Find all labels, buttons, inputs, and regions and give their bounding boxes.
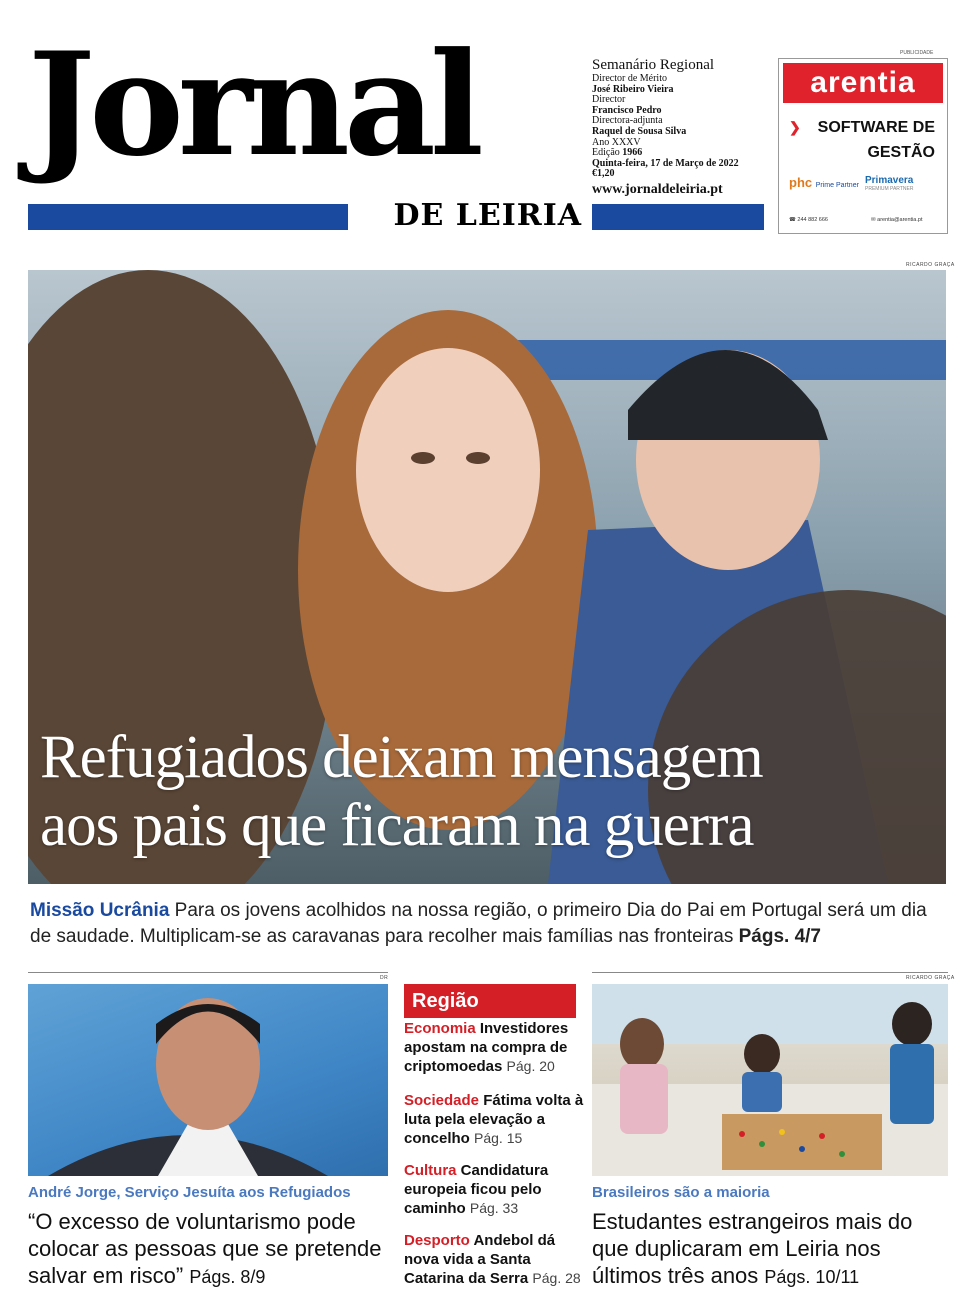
brief-section: Sociedade — [404, 1092, 480, 1109]
hero-headline-line-2: aos pais que ficaram na guerra — [40, 792, 754, 859]
chevron-right-icon: ❯ — [789, 119, 801, 135]
classroom-illustration — [592, 984, 948, 1176]
brief-headline: Candidatura europeia ficou pelo caminho — [404, 1162, 549, 1217]
left-story-pages: Págs. 8/9 — [189, 1267, 266, 1287]
lead-pages: Págs. 4/7 — [738, 926, 821, 947]
left-photo-credit: DR — [380, 975, 389, 981]
brief-headline: Investidores apostam na compra de criptomoedas — [404, 1020, 569, 1075]
right-story-pages: Págs. 10/11 — [764, 1267, 860, 1287]
right-story-headline-text: Estudantes estrangeiros mais do que duplicaram em Leiria nos últimos três anos — [592, 1209, 913, 1288]
right-photo-credit: RICARDO GRAÇA — [906, 975, 955, 981]
role-director-emeritus: Director de Mérito — [592, 73, 667, 84]
classroom-photo — [592, 984, 948, 1176]
ad-partner-phc-name: phc — [789, 175, 813, 190]
right-story-headline[interactable] — [592, 1208, 948, 1291]
website-link[interactable]: www.jornaldeleiria.pt — [592, 181, 723, 197]
ad-email: ✉ arentia@arentia.pt — [871, 217, 923, 223]
logo-blue-bar — [28, 204, 348, 230]
newspaper-logo-title: Jornal — [28, 22, 478, 188]
hero-photo-credit: RICARDO GRAÇA — [906, 262, 955, 268]
ad-phone: ☎ 244 882 666 — [789, 217, 828, 223]
brief-item-cultura[interactable] — [404, 1162, 584, 1219]
left-story-quote-text: “O excesso de voluntarismo pode colocar as pessoas que se pretende salvar em risco” — [28, 1209, 382, 1288]
brief-section: Desporto — [404, 1232, 470, 1249]
brief-section: Economia — [404, 1020, 476, 1037]
brief-page: Pág. 20 — [506, 1058, 555, 1074]
portrait-illustration — [28, 984, 388, 1176]
name-director: Francisco Pedro — [592, 104, 662, 116]
hero-photo — [28, 270, 946, 884]
ad-partner-primavera-sub: PREMIUM PARTNER — [865, 186, 914, 192]
edition-info — [592, 56, 772, 200]
portrait-photo — [28, 984, 388, 1176]
edition-number: 1966 — [622, 147, 643, 159]
lead-paragraph — [30, 898, 946, 950]
ad-partner-primavera-name: Primavera — [865, 175, 914, 186]
brief-item-economia[interactable] — [404, 1020, 584, 1077]
name-director-emeritus: José Ribeiro Vieira — [592, 83, 674, 95]
ad-title: SOFTWARE DE GESTÃO — [817, 119, 935, 161]
publication-type: Semanário Regional — [592, 57, 715, 73]
brief-item-desporto[interactable] — [404, 1232, 584, 1289]
left-story-quote[interactable] — [28, 1208, 388, 1291]
left-story-kicker: André Jorge, Serviço Jesuíta aos Refugiados — [28, 1184, 351, 1201]
price: €1,20 — [592, 168, 615, 180]
divider-left — [28, 972, 388, 973]
newspaper-logo-subtitle: DE LEIRIA — [393, 198, 582, 233]
lead-text: Para os jovens acolhidos na nossa região, o primeiro Dia do Pai em Portugal será um dia de saudade. Multiplicam-se as caravanas para recolher mais famílias nas fronteiras — [30, 900, 927, 947]
brief-section: Cultura — [404, 1162, 457, 1179]
year-label: Ano XXXV — [592, 136, 641, 148]
ad-partner-primavera — [865, 175, 913, 192]
ad-label: PUBLICIDADE — [900, 50, 934, 56]
issue-date: Quinta-feira, 17 de Março de 2022 — [592, 157, 739, 169]
ad-partner-phc — [789, 175, 859, 190]
hero-headline-line-1: Refugiados deixam mensagem — [40, 724, 763, 791]
advertisement-box[interactable] — [778, 58, 948, 234]
brief-page: Pág. 15 — [474, 1130, 523, 1146]
name-deputy-director: Raquel de Sousa Silva — [592, 125, 687, 137]
brief-page: Pág. 28 — [532, 1270, 581, 1286]
hero-headline[interactable] — [40, 724, 940, 860]
masthead — [0, 0, 974, 260]
brief-headline: Fátima volta à luta pela elevação a concelho — [404, 1092, 584, 1147]
lead-kicker: Missão Ucrânia — [30, 900, 170, 921]
brief-headline: Andebol dá nova vida a Santa Catarina da Serra — [404, 1232, 556, 1287]
regiao-section-header: Região — [404, 984, 576, 1018]
edition-label: Edição — [592, 147, 620, 159]
right-story-kicker: Brasileiros são a maioria — [592, 1184, 770, 1201]
divider-right — [592, 972, 948, 973]
role-director: Director — [592, 94, 626, 106]
brief-item-sociedade[interactable] — [404, 1092, 584, 1149]
ad-brand-logo: arentia — [783, 63, 943, 103]
role-deputy-director: Directora-adjunta — [592, 115, 663, 127]
edition-blue-bar — [592, 204, 764, 230]
ad-partner-phc-sub: Prime Partner — [815, 182, 859, 189]
brief-page: Pág. 33 — [469, 1200, 519, 1216]
